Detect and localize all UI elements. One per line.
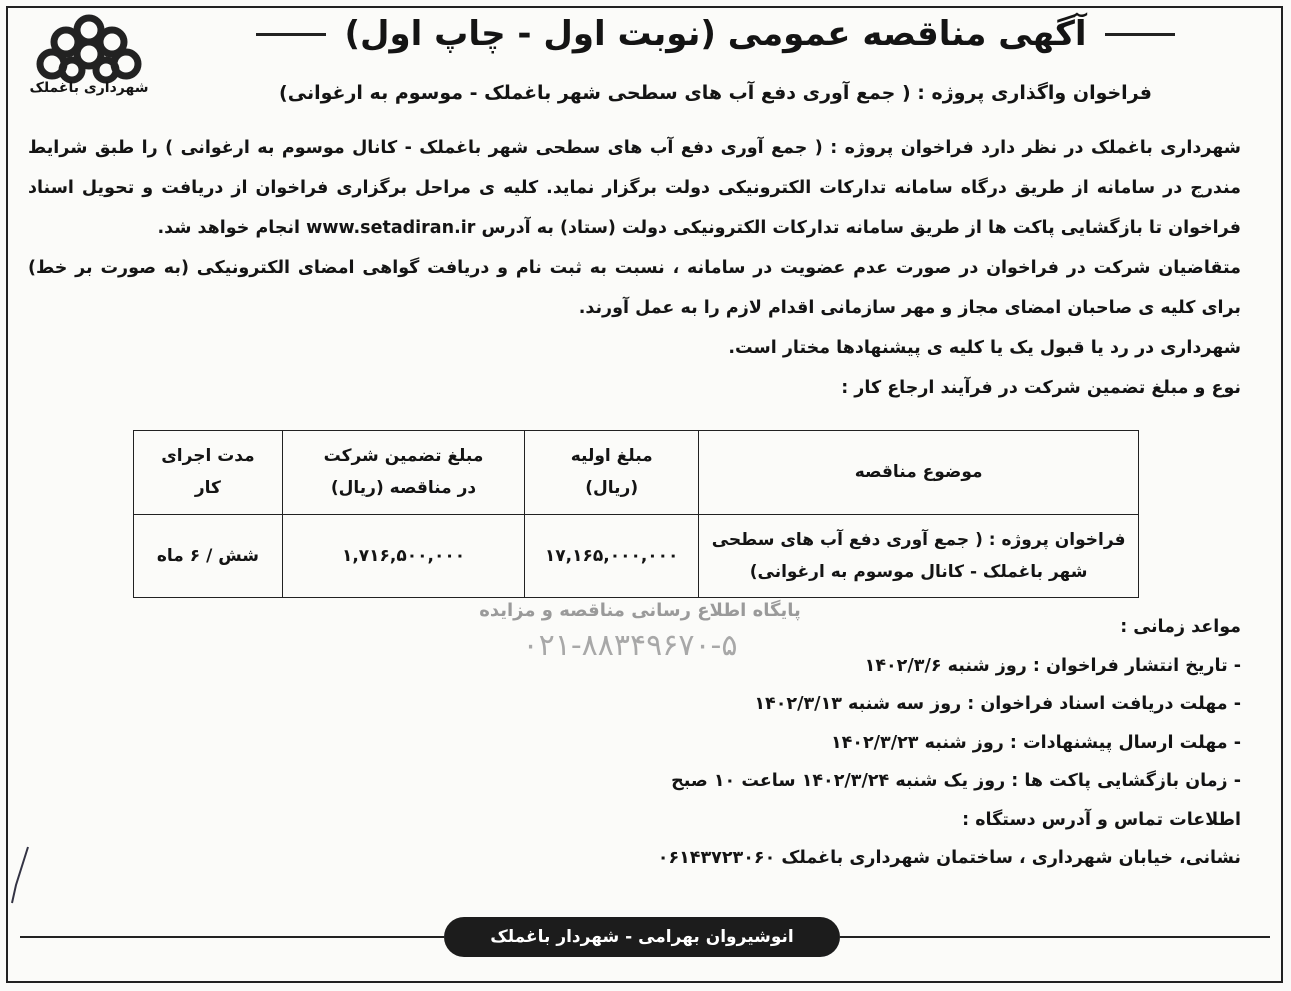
title-row — [170, 8, 1261, 60]
cell-subject — [699, 514, 1139, 598]
header-guarantee-line1: مبلغ تضمین شرکت — [323, 446, 484, 467]
cell-guarantee-amount: ۱,۷۱۶,۵۰۰,۰۰۰ — [282, 514, 524, 598]
header-subject: موضوع مناقصه — [699, 431, 1139, 515]
signature-rule-left — [20, 936, 444, 938]
paragraph-guarantee: نوع و مبلغ تضمین شرکت در فرآیند ارجاع کار : — [841, 378, 1241, 398]
cell-subject-line1: فراخوان پروژه : ( جمع آوری دفع آب های سطحی — [711, 529, 1126, 550]
schedule-heading: مواعد زمانی : — [1120, 617, 1241, 637]
schedule-item-submission: - مهلت ارسال پیشنهادات : روز شنبه ۱۴۰۲/۳/۲۳ — [830, 732, 1241, 753]
body-text — [28, 128, 1241, 408]
signature-badge: انوشیروان بهرامی - شهردار باغملک — [444, 917, 840, 957]
header-duration — [134, 431, 283, 515]
intro-text-end: انجام خواهد شد. — [157, 218, 301, 238]
cell-duration: شش / ۶ ماه — [134, 514, 283, 598]
paragraph-rights: شهرداری در رد یا قبول یک یا کلیه ی پیشنهادها مختار است. — [728, 338, 1241, 358]
header-initial-line1: مبلغ اولیه — [570, 446, 653, 467]
schedule-item-opening: - زمان بازگشایی پاکت ها : روز یک شنبه ۱۴۰۲/۳/۲۴ ساعت ۱۰ صبح — [671, 771, 1241, 791]
header-duration-line2: کار — [194, 478, 221, 499]
watermark-site: پایگاه اطلاع رسانی مناقصه و مزایده — [479, 600, 801, 621]
contact-heading: اطلاعات تماس و آدرس دستگاه : — [962, 809, 1241, 830]
watermark-phone: ۰۲۱-۸۸۳۴۹۶۷۰-۵ — [522, 628, 738, 663]
table-row — [134, 514, 1139, 598]
header-initial-amount — [525, 431, 699, 515]
schedule-item-publish: - تاریخ انتشار فراخوان : روز شنبه ۱۴۰۲/۳/۶ — [864, 655, 1241, 676]
schedule-item-documents: - مهلت دریافت اسناد فراخوان : روز سه شنبه ۱۴۰۲/۳/۱۳ — [754, 694, 1241, 714]
setad-url-link[interactable]: www.setadiran.ir — [306, 218, 476, 238]
signature-rule-right — [840, 936, 1270, 938]
paragraph-intro — [28, 128, 1241, 248]
header-guarantee-amount — [282, 431, 524, 515]
title-rule-left — [256, 33, 326, 36]
paragraph-registration: متقاضیان شرکت در فراخوان در صورت عدم عضویت در سامانه ، نسبت به ثبت نام و دریافت گواهی امضای الکترونیکی (به صورت بر خط) برای کلیه ی صاحبان امضای مجاز و مهر سازمانی اقدام لازم را به عمل آورند. — [28, 258, 1241, 318]
title-rule-right — [1105, 33, 1175, 36]
page-subtitle: فراخوان واگذاری پروژه : ( جمع آوری دفع آب های سطحی شهر باغملک - موسوم به ارغوانی) — [279, 82, 1152, 104]
ink-mark-icon — [10, 845, 34, 905]
page-title: آگهی مناقصه عمومی (نوبت اول - چاپ اول) — [344, 14, 1087, 54]
tender-table — [133, 430, 1139, 598]
cell-initial-amount: ۱۷,۱۶۵,۰۰۰,۰۰۰ — [525, 514, 699, 598]
contact-address: نشانی، خیابان شهرداری ، ساختمان شهرداری باغملک ۰۶۱۴۳۷۲۳۰۶۰ — [657, 848, 1241, 868]
logo-caption: شهرداری باغملک — [29, 80, 149, 96]
municipality-logo-icon — [14, 8, 164, 114]
header-initial-line2: (ریال) — [585, 478, 639, 499]
table-header-row — [134, 431, 1139, 515]
intro-text: شهرداری باغملک در نظر دارد فراخوان پروژه : ( جمع آوری دفع آب های سطحی شهر باغملک - کانال موسوم به ارغوانی ) را طبق شرایط مندرج در سامانه از طریق درگاه سامانه تدارکات الکترونیکی دولت برگزار نماید. کلیه ی مراحل برگزاری فراخوان از دریافت و تحویل اسناد فراخوان تا بازگشایی پاکت ها از طریق سامانه تدارکات الکترونیکی دولت (ستاد) به آدرس — [28, 138, 1241, 238]
cell-subject-line2: شهر باغملک - کانال موسوم به ارغوانی) — [749, 561, 1088, 582]
header-guarantee-line2: در مناقصه (ریال) — [330, 478, 477, 499]
schedule-section — [541, 608, 1241, 878]
header-duration-line1: مدت اجرای — [161, 446, 255, 467]
